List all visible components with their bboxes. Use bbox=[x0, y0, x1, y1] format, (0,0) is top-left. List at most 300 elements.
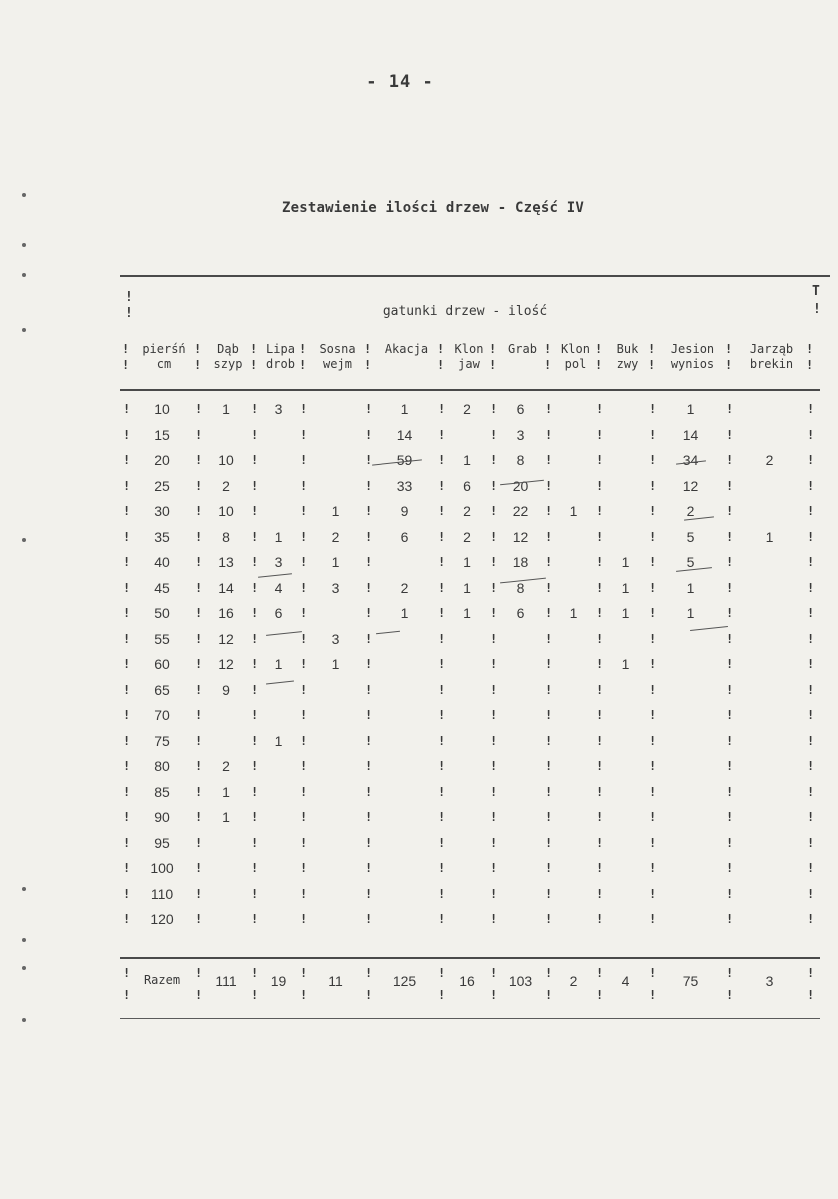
table-cell: 5 bbox=[686, 528, 695, 545]
group-header: gatunki drzew - ilość bbox=[382, 304, 548, 319]
totals-separator: ! bbox=[726, 966, 734, 980]
table-cell: 1 bbox=[463, 605, 471, 621]
row-separator: ! bbox=[807, 606, 815, 620]
table-cell: 45 bbox=[154, 579, 170, 596]
table-cell: 1 bbox=[222, 783, 230, 800]
row-separator: ! bbox=[365, 759, 373, 773]
row-separator: ! bbox=[649, 606, 657, 620]
row-separator: ! bbox=[726, 861, 734, 875]
row-separator: ! bbox=[649, 631, 657, 646]
totals-separator: ! bbox=[490, 988, 498, 1002]
row-separator: ! bbox=[490, 402, 498, 416]
table-top-rule bbox=[120, 275, 830, 277]
header-separator: ! bbox=[648, 358, 656, 372]
row-separator: ! bbox=[195, 606, 203, 620]
table-cell: 8 bbox=[222, 528, 230, 545]
row-separator: ! bbox=[649, 708, 657, 722]
row-separator: ! bbox=[251, 682, 259, 697]
row-separator: ! bbox=[545, 835, 553, 850]
row-separator: ! bbox=[365, 580, 373, 595]
row-separator: ! bbox=[596, 402, 604, 416]
margin-dot bbox=[22, 243, 26, 247]
margin-dot bbox=[22, 193, 26, 197]
totals-separator: ! bbox=[438, 988, 446, 1002]
table-cell: 1 bbox=[463, 554, 471, 570]
header-separator: ! bbox=[122, 358, 130, 372]
table-cell: 60 bbox=[154, 656, 170, 672]
row-separator: ! bbox=[807, 912, 815, 926]
pencil-mark bbox=[690, 626, 728, 631]
row-separator: ! bbox=[490, 759, 498, 773]
border-mark: ! bbox=[813, 302, 821, 317]
row-separator: ! bbox=[596, 759, 604, 773]
row-separator: ! bbox=[545, 580, 553, 595]
totals-separator: ! bbox=[596, 966, 604, 980]
column-header-top: Lipa bbox=[266, 342, 295, 356]
header-separator: ! bbox=[299, 358, 307, 372]
table-cell: 2 bbox=[765, 452, 774, 468]
row-separator: ! bbox=[365, 835, 373, 850]
table-cell: 2 bbox=[463, 503, 471, 519]
table-cell: 1 bbox=[274, 656, 283, 672]
row-separator: ! bbox=[123, 708, 131, 722]
row-separator: ! bbox=[123, 402, 131, 416]
header-separator: ! bbox=[725, 358, 733, 372]
row-separator: ! bbox=[726, 631, 734, 646]
row-separator: ! bbox=[251, 784, 259, 799]
row-separator: ! bbox=[251, 912, 259, 926]
table-cell: 20 bbox=[512, 477, 529, 494]
totals-separator: ! bbox=[251, 966, 259, 980]
row-separator: ! bbox=[365, 886, 373, 901]
row-separator: ! bbox=[195, 835, 203, 850]
totals-separator: ! bbox=[545, 966, 553, 980]
column-header-top: Buk bbox=[616, 342, 639, 356]
row-separator: ! bbox=[123, 886, 131, 901]
column-header-6 bbox=[497, 342, 548, 357]
column-header-bottom: wynios bbox=[670, 357, 715, 371]
column-header-1 bbox=[202, 342, 254, 372]
row-separator: ! bbox=[365, 427, 373, 442]
row-separator: ! bbox=[438, 555, 446, 569]
row-separator: ! bbox=[545, 631, 553, 646]
row-separator: ! bbox=[438, 682, 446, 697]
row-separator: ! bbox=[195, 810, 203, 824]
totals-cell: 11 bbox=[328, 973, 343, 989]
row-separator: ! bbox=[490, 733, 498, 748]
table-cell: 2 bbox=[463, 401, 471, 417]
row-separator: ! bbox=[596, 810, 604, 824]
row-separator: ! bbox=[195, 861, 203, 875]
table-cell: 8 bbox=[516, 452, 525, 468]
row-separator: ! bbox=[300, 427, 308, 442]
border-mark: ! bbox=[125, 306, 133, 321]
row-separator: ! bbox=[300, 606, 308, 620]
pencil-mark bbox=[258, 573, 292, 578]
document-title: Zestawienie ilości drzew - Część IV bbox=[281, 200, 584, 216]
column-header-9 bbox=[656, 342, 729, 372]
row-separator: ! bbox=[438, 529, 446, 544]
column-header-4 bbox=[372, 342, 441, 357]
row-separator: ! bbox=[195, 784, 203, 799]
row-separator: ! bbox=[807, 784, 815, 799]
row-separator: ! bbox=[438, 861, 446, 875]
table-cell: 6 bbox=[516, 605, 525, 621]
header-separator: ! bbox=[194, 358, 202, 372]
row-separator: ! bbox=[251, 810, 259, 824]
row-separator: ! bbox=[649, 784, 657, 799]
column-header-bottom: zwy bbox=[616, 357, 639, 371]
page-number: - 14 - bbox=[366, 72, 434, 92]
table-cell: 13 bbox=[218, 554, 234, 570]
row-separator: ! bbox=[365, 402, 373, 416]
totals-cell: 125 bbox=[392, 973, 417, 989]
row-separator: ! bbox=[365, 478, 373, 493]
totals-cell: 3 bbox=[765, 973, 774, 989]
totals-cell: 4 bbox=[621, 973, 630, 989]
row-separator: ! bbox=[251, 886, 259, 901]
row-separator: ! bbox=[596, 861, 604, 875]
row-separator: ! bbox=[490, 835, 498, 850]
row-separator: ! bbox=[438, 784, 446, 799]
row-separator: ! bbox=[365, 861, 373, 875]
column-header-10 bbox=[733, 342, 810, 372]
column-header-bottom: drob bbox=[266, 357, 295, 371]
row-separator: ! bbox=[365, 682, 373, 697]
table-cell: 2 bbox=[222, 477, 230, 494]
row-separator: ! bbox=[596, 835, 604, 850]
table-cell: 75 bbox=[154, 732, 170, 749]
row-separator: ! bbox=[596, 555, 604, 569]
table-cell: 6 bbox=[274, 605, 283, 621]
header-separator: ! bbox=[299, 342, 307, 356]
row-separator: ! bbox=[545, 657, 553, 671]
table-cell: 25 bbox=[154, 477, 170, 494]
header-rule bbox=[120, 389, 820, 391]
table-cell: 2 bbox=[463, 528, 471, 545]
row-separator: ! bbox=[490, 606, 498, 620]
row-separator: ! bbox=[251, 606, 259, 620]
table-cell: 1 bbox=[274, 732, 283, 749]
row-separator: ! bbox=[807, 631, 815, 646]
row-separator: ! bbox=[365, 708, 373, 722]
row-separator: ! bbox=[123, 759, 131, 773]
row-separator: ! bbox=[365, 555, 373, 569]
table-cell: 1 bbox=[621, 554, 630, 570]
table-cell: 120 bbox=[150, 911, 174, 927]
row-separator: ! bbox=[649, 555, 657, 569]
row-separator: ! bbox=[300, 580, 308, 595]
row-separator: ! bbox=[807, 555, 815, 569]
header-separator: ! bbox=[437, 342, 445, 356]
table-cell: 1 bbox=[686, 579, 695, 596]
table-cell: 1 bbox=[621, 605, 630, 621]
table-cell: 10 bbox=[218, 503, 234, 519]
row-separator: ! bbox=[490, 427, 498, 442]
table-cell: 1 bbox=[331, 554, 340, 570]
row-separator: ! bbox=[438, 810, 446, 824]
row-separator: ! bbox=[545, 606, 553, 620]
margin-dot bbox=[22, 273, 26, 277]
row-separator: ! bbox=[300, 631, 308, 646]
row-separator: ! bbox=[123, 657, 131, 671]
row-separator: ! bbox=[545, 912, 553, 926]
row-separator: ! bbox=[726, 529, 734, 544]
row-separator: ! bbox=[123, 861, 131, 875]
row-separator: ! bbox=[195, 580, 203, 595]
table-cell: 1 bbox=[463, 452, 471, 468]
row-separator: ! bbox=[649, 427, 657, 442]
table-cell: 9 bbox=[222, 681, 230, 698]
column-header-top: pierśń bbox=[142, 342, 186, 356]
table-cell: 22 bbox=[512, 503, 529, 519]
table-cell: 10 bbox=[154, 401, 170, 417]
row-separator: ! bbox=[807, 657, 815, 671]
totals-separator: ! bbox=[490, 966, 498, 980]
row-separator: ! bbox=[649, 529, 657, 544]
totals-cell: 19 bbox=[270, 973, 287, 989]
table-cell: 1 bbox=[569, 605, 578, 621]
row-separator: ! bbox=[807, 427, 815, 442]
margin-dot bbox=[22, 538, 26, 542]
row-separator: ! bbox=[649, 810, 657, 824]
row-separator: ! bbox=[438, 708, 446, 722]
row-separator: ! bbox=[807, 580, 815, 595]
row-separator: ! bbox=[300, 912, 308, 926]
row-separator: ! bbox=[123, 631, 131, 646]
row-separator: ! bbox=[300, 784, 308, 799]
row-separator: ! bbox=[649, 478, 657, 493]
totals-separator: ! bbox=[123, 988, 131, 1002]
row-separator: ! bbox=[545, 555, 553, 569]
table-cell: 1 bbox=[621, 579, 630, 596]
row-separator: ! bbox=[438, 886, 446, 901]
table-cell: 110 bbox=[150, 885, 174, 902]
row-separator: ! bbox=[251, 708, 259, 722]
table-cell: 2 bbox=[331, 528, 340, 545]
row-separator: ! bbox=[195, 631, 203, 646]
column-header-top: Klon bbox=[561, 342, 590, 356]
table-cell: 14 bbox=[682, 426, 699, 443]
row-separator: ! bbox=[195, 478, 203, 493]
row-separator: ! bbox=[251, 555, 259, 569]
row-separator: ! bbox=[300, 682, 308, 697]
table-cell: 14 bbox=[396, 426, 413, 443]
column-header-top: Grab bbox=[508, 342, 537, 356]
row-separator: ! bbox=[649, 453, 657, 467]
row-separator: ! bbox=[365, 504, 373, 518]
row-separator: ! bbox=[649, 682, 657, 697]
table-cell: 1 bbox=[400, 605, 409, 621]
row-separator: ! bbox=[438, 631, 446, 646]
row-separator: ! bbox=[545, 529, 553, 544]
row-separator: ! bbox=[726, 682, 734, 697]
table-cell: 2 bbox=[686, 503, 695, 519]
table-cell: 1 bbox=[686, 401, 695, 417]
table-cell: 12 bbox=[218, 656, 234, 672]
table-cell: 1 bbox=[463, 579, 471, 596]
table-cell: 14 bbox=[218, 579, 234, 596]
row-separator: ! bbox=[545, 427, 553, 442]
table-cell: 15 bbox=[154, 426, 170, 443]
row-separator: ! bbox=[123, 606, 131, 620]
row-separator: ! bbox=[251, 529, 259, 544]
column-header-bottom: pol bbox=[564, 357, 587, 371]
row-separator: ! bbox=[807, 478, 815, 493]
row-separator: ! bbox=[649, 835, 657, 850]
table-cell: 6 bbox=[400, 528, 409, 545]
row-separator: ! bbox=[545, 478, 553, 493]
row-separator: ! bbox=[545, 708, 553, 722]
row-separator: ! bbox=[490, 682, 498, 697]
row-separator: ! bbox=[726, 886, 734, 901]
table-cell: 1 bbox=[274, 528, 283, 545]
row-separator: ! bbox=[726, 504, 734, 518]
table-cell: 12 bbox=[512, 528, 529, 545]
table-cell: 20 bbox=[154, 452, 170, 468]
table-cell: 30 bbox=[154, 503, 170, 519]
row-separator: ! bbox=[596, 504, 604, 518]
table-cell: 18 bbox=[512, 554, 529, 570]
header-separator: ! bbox=[489, 358, 497, 372]
row-separator: ! bbox=[726, 810, 734, 824]
row-separator: ! bbox=[726, 912, 734, 926]
table-cell: 2 bbox=[222, 758, 230, 774]
table-cell: 3 bbox=[274, 554, 283, 570]
row-separator: ! bbox=[726, 453, 734, 467]
row-separator: ! bbox=[490, 912, 498, 926]
table-cell: 1 bbox=[621, 656, 630, 672]
row-separator: ! bbox=[438, 912, 446, 926]
row-separator: ! bbox=[438, 606, 446, 620]
pencil-mark bbox=[266, 631, 302, 636]
margin-dot bbox=[22, 938, 26, 942]
row-separator: ! bbox=[123, 835, 131, 850]
row-separator: ! bbox=[195, 427, 203, 442]
row-separator: ! bbox=[195, 555, 203, 569]
row-separator: ! bbox=[300, 453, 308, 467]
totals-separator: ! bbox=[251, 988, 259, 1002]
row-separator: ! bbox=[251, 402, 259, 416]
row-separator: ! bbox=[195, 529, 203, 544]
row-separator: ! bbox=[807, 708, 815, 722]
row-separator: ! bbox=[596, 453, 604, 467]
row-separator: ! bbox=[438, 478, 446, 493]
table-body-rule bbox=[120, 957, 820, 959]
row-separator: ! bbox=[596, 427, 604, 442]
totals-separator: ! bbox=[365, 988, 373, 1002]
row-separator: ! bbox=[251, 427, 259, 442]
row-separator: ! bbox=[726, 733, 734, 748]
row-separator: ! bbox=[195, 657, 203, 671]
row-separator: ! bbox=[490, 708, 498, 722]
row-separator: ! bbox=[438, 580, 446, 595]
row-separator: ! bbox=[490, 861, 498, 875]
header-separator: ! bbox=[544, 358, 552, 372]
row-separator: ! bbox=[300, 657, 308, 671]
row-separator: ! bbox=[251, 478, 259, 493]
row-separator: ! bbox=[251, 504, 259, 518]
row-separator: ! bbox=[300, 835, 308, 850]
row-separator: ! bbox=[365, 810, 373, 824]
row-separator: ! bbox=[545, 810, 553, 824]
row-separator: ! bbox=[123, 682, 131, 697]
border-mark: ! bbox=[125, 290, 133, 305]
row-separator: ! bbox=[300, 402, 308, 416]
row-separator: ! bbox=[596, 733, 604, 748]
row-separator: ! bbox=[195, 453, 203, 467]
table-cell: 12 bbox=[682, 477, 699, 494]
totals-separator: ! bbox=[807, 988, 815, 1002]
row-separator: ! bbox=[123, 478, 131, 493]
margin-dot bbox=[22, 966, 26, 970]
row-separator: ! bbox=[596, 657, 604, 671]
header-separator: ! bbox=[806, 358, 814, 372]
table-cell: 59 bbox=[396, 452, 413, 468]
table-cell: 1 bbox=[331, 503, 340, 519]
totals-separator: ! bbox=[195, 988, 203, 1002]
row-separator: ! bbox=[300, 759, 308, 773]
row-separator: ! bbox=[490, 529, 498, 544]
table-cell: 50 bbox=[154, 605, 170, 621]
row-separator: ! bbox=[726, 708, 734, 722]
row-separator: ! bbox=[251, 759, 259, 773]
table-cell: 1 bbox=[222, 401, 230, 417]
row-separator: ! bbox=[545, 733, 553, 748]
column-header-bottom: cm bbox=[156, 357, 172, 371]
pencil-mark bbox=[376, 631, 400, 635]
row-separator: ! bbox=[438, 835, 446, 850]
row-separator: ! bbox=[123, 453, 131, 467]
row-separator: ! bbox=[365, 912, 373, 926]
totals-separator: ! bbox=[545, 988, 553, 1002]
row-separator: ! bbox=[807, 886, 815, 901]
row-separator: ! bbox=[490, 784, 498, 799]
row-separator: ! bbox=[545, 402, 553, 416]
row-separator: ! bbox=[807, 861, 815, 875]
column-header-bottom: wejm bbox=[323, 357, 352, 371]
row-separator: ! bbox=[195, 886, 203, 901]
row-separator: ! bbox=[300, 555, 308, 569]
table-cell: 65 bbox=[154, 681, 170, 698]
row-separator: ! bbox=[726, 657, 734, 671]
table-cell: 12 bbox=[218, 630, 234, 647]
column-header-bottom: jaw bbox=[458, 357, 480, 371]
row-separator: ! bbox=[300, 708, 308, 722]
row-separator: ! bbox=[438, 733, 446, 748]
row-separator: ! bbox=[195, 708, 203, 722]
row-separator: ! bbox=[545, 784, 553, 799]
row-separator: ! bbox=[438, 453, 446, 467]
row-separator: ! bbox=[545, 504, 553, 518]
row-separator: ! bbox=[545, 861, 553, 875]
column-header-8 bbox=[603, 342, 652, 372]
table-cell: 2 bbox=[400, 579, 409, 596]
row-separator: ! bbox=[545, 759, 553, 773]
totals-cell: 16 bbox=[459, 973, 475, 989]
row-separator: ! bbox=[807, 402, 815, 416]
row-separator: ! bbox=[251, 631, 259, 646]
row-separator: ! bbox=[300, 733, 308, 748]
header-separator: ! bbox=[194, 342, 202, 356]
row-separator: ! bbox=[490, 810, 498, 824]
totals-separator: ! bbox=[438, 966, 446, 980]
row-separator: ! bbox=[251, 453, 259, 467]
row-separator: ! bbox=[365, 606, 373, 620]
row-separator: ! bbox=[490, 631, 498, 646]
table-cell: 1 bbox=[569, 503, 578, 519]
column-header-top: Sosna bbox=[319, 342, 356, 356]
